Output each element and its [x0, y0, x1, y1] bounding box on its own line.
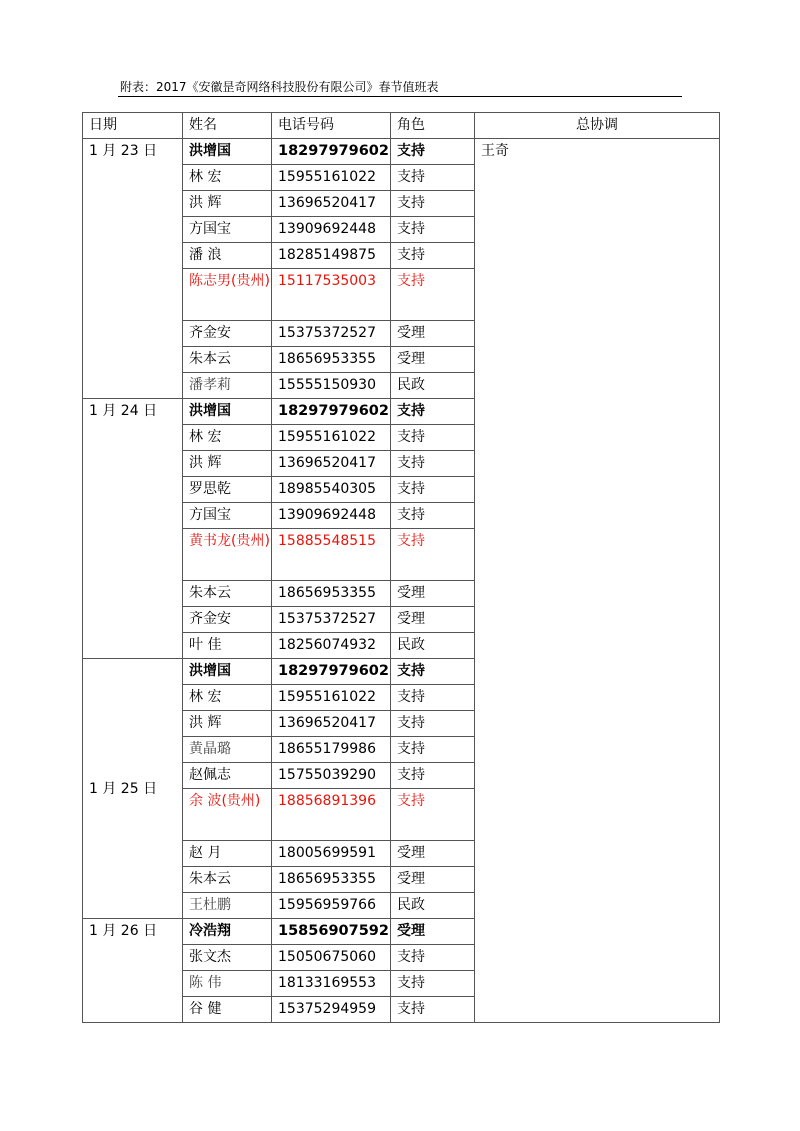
- phone-cell: 18285149875: [272, 243, 391, 269]
- title-underline: [118, 96, 682, 97]
- phone-cell: 15117535003: [272, 269, 391, 321]
- role-cell: 支持: [391, 763, 475, 789]
- table-row: [83, 139, 720, 165]
- name-cell: 洪增国: [183, 399, 272, 425]
- role-cell: 支持: [391, 789, 475, 841]
- phone-cell: 18297979602: [272, 659, 391, 685]
- phone-cell: 15955161022: [272, 425, 391, 451]
- phone-cell: 18297979602: [272, 139, 391, 165]
- name-cell: 冷浩翔: [183, 919, 272, 945]
- header-name: 姓名: [183, 113, 272, 139]
- header-phone: 电话号码: [272, 113, 391, 139]
- name-cell: 王杜鹏: [183, 893, 272, 919]
- role-cell: 支持: [391, 477, 475, 503]
- phone-cell: 15555150930: [272, 373, 391, 399]
- name-cell: 林 宏: [183, 685, 272, 711]
- name-cell: 朱本云: [183, 867, 272, 893]
- phone-cell: 18655179986: [272, 737, 391, 763]
- phone-cell: 15955161022: [272, 165, 391, 191]
- header-date: 日期: [83, 113, 183, 139]
- phone-cell: 15956959766: [272, 893, 391, 919]
- phone-cell: 15755039290: [272, 763, 391, 789]
- role-cell: 支持: [391, 997, 475, 1023]
- role-cell: 支持: [391, 737, 475, 763]
- role-cell: 支持: [391, 243, 475, 269]
- phone-cell: 18985540305: [272, 477, 391, 503]
- phone-cell: 13696520417: [272, 191, 391, 217]
- phone-cell: 18133169553: [272, 971, 391, 997]
- phone-cell: 15856907592: [272, 919, 391, 945]
- name-cell: 方国宝: [183, 503, 272, 529]
- name-cell: 谷 健: [183, 997, 272, 1023]
- role-cell: 支持: [391, 503, 475, 529]
- role-cell: 支持: [391, 711, 475, 737]
- role-cell: 支持: [391, 685, 475, 711]
- role-cell: 支持: [391, 659, 475, 685]
- table-body: [83, 139, 720, 1023]
- header-role: 角色: [391, 113, 475, 139]
- name-cell: 朱本云: [183, 581, 272, 607]
- document-title: 附表：2017《安徽昰奇网络科技股份有限公司》春节值班表: [120, 80, 439, 94]
- role-cell: 支持: [391, 217, 475, 243]
- date-cell: 1 月 23 日: [83, 139, 183, 399]
- phone-cell: 13909692448: [272, 503, 391, 529]
- phone-cell: 18005699591: [272, 841, 391, 867]
- duty-roster-table: [82, 112, 720, 1023]
- name-cell: 余 波(贵州): [183, 789, 272, 841]
- name-cell: 林 宏: [183, 165, 272, 191]
- name-cell: 黄晶璐: [183, 737, 272, 763]
- date-cell: 1 月 24 日: [83, 399, 183, 659]
- role-cell: 支持: [391, 971, 475, 997]
- phone-cell: 15375372527: [272, 607, 391, 633]
- role-cell: 民政: [391, 633, 475, 659]
- role-cell: 支持: [391, 165, 475, 191]
- name-cell: 陈 伟: [183, 971, 272, 997]
- name-cell: 张文杰: [183, 945, 272, 971]
- role-cell: 受理: [391, 607, 475, 633]
- phone-cell: 18297979602: [272, 399, 391, 425]
- date-cell: 1 月 25 日: [83, 659, 183, 919]
- name-cell: 黄书龙(贵州): [183, 529, 272, 581]
- name-cell: 洪 辉: [183, 451, 272, 477]
- name-cell: 洪 辉: [183, 711, 272, 737]
- role-cell: 受理: [391, 321, 475, 347]
- name-cell: 叶 佳: [183, 633, 272, 659]
- phone-cell: 18656953355: [272, 581, 391, 607]
- phone-cell: 13696520417: [272, 711, 391, 737]
- phone-cell: 18656953355: [272, 867, 391, 893]
- role-cell: 支持: [391, 139, 475, 165]
- phone-cell: 18656953355: [272, 347, 391, 373]
- phone-cell: 15375372527: [272, 321, 391, 347]
- name-cell: 方国宝: [183, 217, 272, 243]
- name-cell: 林 宏: [183, 425, 272, 451]
- name-cell: 罗思乾: [183, 477, 272, 503]
- phone-cell: 15375294959: [272, 997, 391, 1023]
- role-cell: 支持: [391, 425, 475, 451]
- role-cell: 受理: [391, 347, 475, 373]
- name-cell: 赵佩志: [183, 763, 272, 789]
- role-cell: 支持: [391, 399, 475, 425]
- phone-cell: 15955161022: [272, 685, 391, 711]
- name-cell: 潘 浪: [183, 243, 272, 269]
- phone-cell: 15050675060: [272, 945, 391, 971]
- name-cell: 赵 月: [183, 841, 272, 867]
- phone-cell: 13696520417: [272, 451, 391, 477]
- coordinator-cell: 王奇: [475, 139, 720, 1023]
- name-cell: 朱本云: [183, 347, 272, 373]
- header-coordinator: 总协调: [475, 113, 720, 139]
- role-cell: 支持: [391, 451, 475, 477]
- name-cell: 洪增国: [183, 139, 272, 165]
- role-cell: 支持: [391, 191, 475, 217]
- role-cell: 支持: [391, 529, 475, 581]
- phone-cell: 15885548515: [272, 529, 391, 581]
- role-cell: 民政: [391, 893, 475, 919]
- name-cell: 洪增国: [183, 659, 272, 685]
- name-cell: 潘孝莉: [183, 373, 272, 399]
- role-cell: 支持: [391, 269, 475, 321]
- role-cell: 支持: [391, 945, 475, 971]
- role-cell: 受理: [391, 581, 475, 607]
- role-cell: 受理: [391, 841, 475, 867]
- phone-cell: 18256074932: [272, 633, 391, 659]
- table-header-row: [83, 113, 720, 139]
- role-cell: 受理: [391, 867, 475, 893]
- date-cell: 1 月 26 日: [83, 919, 183, 1023]
- name-cell: 陈志男(贵州): [183, 269, 272, 321]
- role-cell: 民政: [391, 373, 475, 399]
- phone-cell: 13909692448: [272, 217, 391, 243]
- phone-cell: 18856891396: [272, 789, 391, 841]
- role-cell: 受理: [391, 919, 475, 945]
- name-cell: 洪 辉: [183, 191, 272, 217]
- name-cell: 齐金安: [183, 607, 272, 633]
- name-cell: 齐金安: [183, 321, 272, 347]
